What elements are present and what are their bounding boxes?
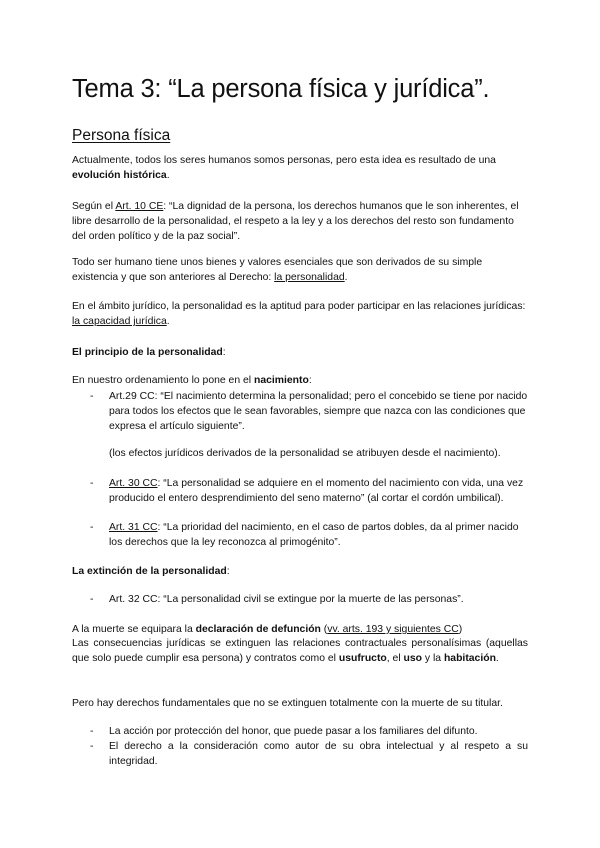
paragraph-personalidad: Todo ser humano tiene unos bienes y valores esenciales que son derivados de su simple existencia y que son anteriores al Derecho: la personalidad. xyxy=(72,257,483,284)
art10-link[interactable]: Art. 10 CE xyxy=(115,201,164,212)
paragraph-defuncion: A la muerte se equipara la declaración de defunción (vv. arts. 193 y siguientes CC) xyxy=(72,624,463,635)
art31-link[interactable]: Art. 31 CC xyxy=(109,522,158,533)
paragraph-efectos: (los efectos jurídicos derivados de la personalidad se atribuyen desde el nacimiento). xyxy=(109,448,501,459)
personalidad-link[interactable]: la personalidad xyxy=(274,272,345,284)
page-title: Tema 3: “La persona física y jurídica”. xyxy=(72,75,490,103)
paragraph-capacidad: En el ámbito jurídico, la personalidad es la aptitud para poder participar en las relaciones jurídicas: la capacidad jurídica. xyxy=(72,301,526,328)
paragraph-consecuencias: Las consecuencias jurídicas se extinguen las relaciones contractuales personalísimas (aquellas que solo puede cumplir esa persona) y contratos como el usufructo, el uso y la habitación. xyxy=(72,638,528,665)
section-heading: Persona física xyxy=(72,127,171,144)
heading-principio: El principio de la personalidad: xyxy=(72,347,226,358)
heading-extincion: La extinción de la personalidad: xyxy=(72,566,230,577)
paragraph-nacimiento: En nuestro ordenamiento lo pone en el nacimiento: xyxy=(72,375,312,386)
paragraph-intro: Actualmente, todos los seres humanos somos personas, pero esta idea es resultado de una evolución histórica. xyxy=(72,155,496,182)
paragraph-derechos: Pero hay derechos fundamentales que no se extinguen totalmente con la muerte de su titular. xyxy=(72,698,503,709)
arts193-link[interactable]: vv. arts. 193 y siguientes CC xyxy=(327,624,459,635)
art30-link[interactable]: Art. 30 CC xyxy=(109,478,158,489)
capacidad-link[interactable]: la capacidad jurídica xyxy=(72,316,167,328)
paragraph-art10: Según el Art. 10 CE: “La dignidad de la persona, los derechos humanos que le son inherentes, el libre desarrollo de la personalidad, el respeto a la ley y a los derechos del resto son fundamento del orden político y de la paz social”. xyxy=(72,201,519,243)
